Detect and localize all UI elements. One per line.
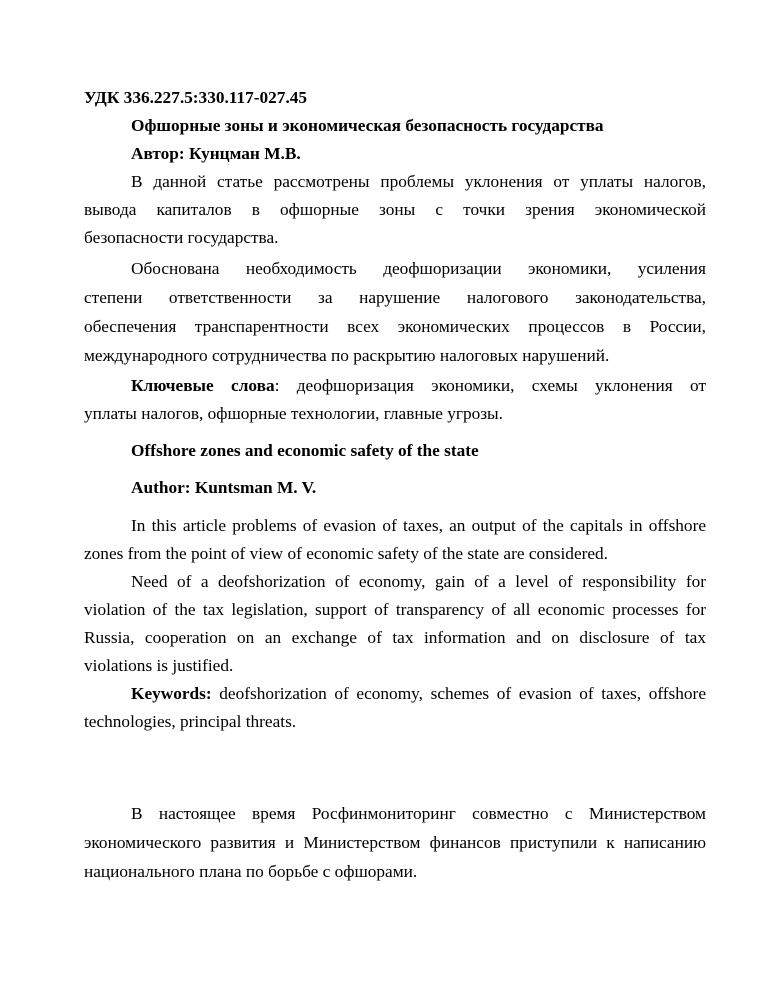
keywords-ru-line: уплаты налогов, офшорные технологии, главные угрозы. <box>84 404 503 423</box>
keywords-ru-label: Ключевые слова <box>131 376 275 395</box>
keywords-en <box>84 680 706 708</box>
udk-text: УДК 336.227.5:330.117-027.45 <box>84 88 308 107</box>
abstract-ru-line: безопасности государства. <box>84 228 279 247</box>
abstract-en-line: zones from the point of view of economic safety of the state are considered. <box>84 544 609 563</box>
abstract-en-line: In this article problems of evasion of taxes, an output of the capitals in offshore <box>131 516 706 535</box>
keywords-en-label: Keywords: <box>131 684 212 703</box>
keywords-ru <box>84 372 706 400</box>
article-title-ru <box>84 112 706 140</box>
abstract-ru-line: обеспечения транспарентности всех экономических процессов в России, <box>84 317 706 336</box>
abstract-ru-line: международного сотрудничества по раскрытию налоговых нарушений. <box>84 346 610 365</box>
body-line: В настоящее время Росфинмониторинг совместно с Министерством <box>131 804 706 823</box>
body-line: экономического развития и Министерством финансов приступили к написанию <box>84 833 706 852</box>
keywords-ru-text: : деофшоризация экономики, схемы уклонения от <box>274 376 707 395</box>
title-en-text: Offshore zones and economic safety of the state <box>131 441 479 460</box>
abstract-ru-line: степени ответственности за нарушение налогового законодательства, <box>84 288 706 307</box>
abstract-en-line: Russia, cooperation on an exchange of tax information and on disclosure of tax <box>84 628 706 647</box>
title-ru-text: Офшорные зоны и экономическая безопасность государства <box>131 116 604 135</box>
abstract-en-line: Need of a deofshorization of economy, gain of a level of responsibility for <box>131 572 706 591</box>
abstract-en-line: violations is justified. <box>84 656 234 675</box>
author-ru-text: Автор: Кунцман М.В. <box>131 144 301 163</box>
abstract-en-line: violation of the tax legislation, support of transparency of all economic processes for <box>84 600 706 619</box>
article-title-en <box>84 437 706 465</box>
author-ru <box>84 140 706 168</box>
abstract-ru-line: вывода капиталов в офшорные зоны с точки зрения экономической <box>84 200 706 219</box>
body-line: национального плана по борьбе с офшорами. <box>84 862 418 881</box>
abstract-ru-line: Обоснована необходимость деофшоризации экономики, усиления <box>131 259 706 278</box>
keywords-en-line: technologies, principal threats. <box>84 712 297 731</box>
author-en <box>84 474 706 502</box>
udk-code <box>84 84 706 112</box>
keywords-en-text: deofshorization of economy, schemes of evasion of taxes, offshore <box>211 684 706 703</box>
abstract-ru-line: В данной статье рассмотрены проблемы уклонения от уплаты налогов, <box>131 172 706 191</box>
author-en-text: Author: Kuntsman M. V. <box>131 478 317 497</box>
